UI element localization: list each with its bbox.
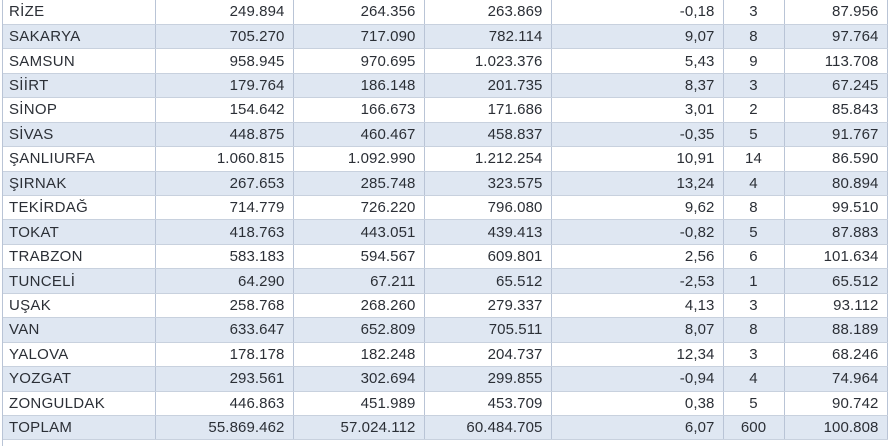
count: 3: [723, 293, 784, 317]
table-row: [3, 244, 887, 268]
count: 5: [723, 220, 784, 244]
average: 68.246: [784, 342, 887, 366]
table-row: [3, 0, 887, 24]
count: 5: [723, 122, 784, 146]
value-2: 67.211: [293, 269, 424, 293]
count: 4: [723, 171, 784, 195]
value-1: 446.863: [155, 391, 293, 415]
province-name: ŞANLIURFA: [3, 147, 155, 171]
average: 88.189: [784, 318, 887, 342]
value-2: 285.748: [293, 171, 424, 195]
change-percent: -0,82: [551, 220, 723, 244]
table-row: [3, 391, 887, 415]
table-row: [3, 342, 887, 366]
change-percent: 13,24: [551, 171, 723, 195]
average: 90.742: [784, 391, 887, 415]
value-1: 705.270: [155, 24, 293, 48]
count: 4: [723, 367, 784, 391]
total-row: [3, 415, 887, 439]
province-name: SAMSUN: [3, 49, 155, 73]
value-1: 178.178: [155, 342, 293, 366]
average: 91.767: [784, 122, 887, 146]
count: 8: [723, 318, 784, 342]
average: 85.843: [784, 98, 887, 122]
province-name: TEKİRDAĞ: [3, 196, 155, 220]
value-3: 323.575: [424, 171, 551, 195]
change-percent: 10,91: [551, 147, 723, 171]
change-percent: -2,53: [551, 269, 723, 293]
table-row: [3, 293, 887, 317]
table-row: [3, 122, 887, 146]
value-3: 705.511: [424, 318, 551, 342]
count: 3: [723, 342, 784, 366]
value-3: 453.709: [424, 391, 551, 415]
province-name: ŞIRNAK: [3, 171, 155, 195]
value-2: 717.090: [293, 24, 424, 48]
change-percent: -0,94: [551, 367, 723, 391]
value-3: 299.855: [424, 367, 551, 391]
province-name: ZONGULDAK: [3, 391, 155, 415]
value-2: 302.694: [293, 367, 424, 391]
table-row: [3, 24, 887, 48]
change-percent: 0,38: [551, 391, 723, 415]
average: 93.112: [784, 293, 887, 317]
value-3: 1.212.254: [424, 147, 551, 171]
province-statistics-table: [2, 0, 887, 446]
table-row: [3, 367, 887, 391]
value-3: 263.869: [424, 0, 551, 24]
value-1: 154.642: [155, 98, 293, 122]
value-2: 652.809: [293, 318, 424, 342]
province-name: TRABZON: [3, 244, 155, 268]
change-percent: -0,18: [551, 0, 723, 24]
count: 1: [723, 269, 784, 293]
value-2: 1.092.990: [293, 147, 424, 171]
average: 99.510: [784, 196, 887, 220]
province-name: UŞAK: [3, 293, 155, 317]
count: 8: [723, 24, 784, 48]
table-row: [3, 49, 887, 73]
average: 86.590: [784, 147, 887, 171]
total-v2: 57.024.112: [293, 415, 424, 439]
value-2: 451.989: [293, 391, 424, 415]
table-row: [3, 220, 887, 244]
data-table: [3, 0, 888, 440]
province-name: YOZGAT: [3, 367, 155, 391]
value-2: 443.051: [293, 220, 424, 244]
table-row: [3, 171, 887, 195]
average: 113.708: [784, 49, 887, 73]
value-2: 264.356: [293, 0, 424, 24]
average: 80.894: [784, 171, 887, 195]
change-percent: 8,07: [551, 318, 723, 342]
value-3: 458.837: [424, 122, 551, 146]
change-percent: 9,07: [551, 24, 723, 48]
province-name: SİNOP: [3, 98, 155, 122]
count: 3: [723, 0, 784, 24]
count: 5: [723, 391, 784, 415]
value-1: 448.875: [155, 122, 293, 146]
value-1: 64.290: [155, 269, 293, 293]
value-3: 171.686: [424, 98, 551, 122]
value-1: 958.945: [155, 49, 293, 73]
change-percent: 4,13: [551, 293, 723, 317]
value-1: 249.894: [155, 0, 293, 24]
value-2: 970.695: [293, 49, 424, 73]
count: 3: [723, 73, 784, 97]
change-percent: 5,43: [551, 49, 723, 73]
value-2: 268.260: [293, 293, 424, 317]
value-2: 186.148: [293, 73, 424, 97]
value-3: 796.080: [424, 196, 551, 220]
change-percent: 8,37: [551, 73, 723, 97]
count: 14: [723, 147, 784, 171]
change-percent: 2,56: [551, 244, 723, 268]
table-body: [3, 0, 887, 440]
change-percent: 12,34: [551, 342, 723, 366]
value-2: 166.673: [293, 98, 424, 122]
value-3: 65.512: [424, 269, 551, 293]
total-v3: 60.484.705: [424, 415, 551, 439]
average: 74.964: [784, 367, 887, 391]
value-3: 201.735: [424, 73, 551, 97]
value-3: 1.023.376: [424, 49, 551, 73]
average: 87.956: [784, 0, 887, 24]
table-row: [3, 98, 887, 122]
value-3: 279.337: [424, 293, 551, 317]
province-name: TUNCELİ: [3, 269, 155, 293]
value-2: 594.567: [293, 244, 424, 268]
count: 2: [723, 98, 784, 122]
change-percent: 9,62: [551, 196, 723, 220]
change-percent: -0,35: [551, 122, 723, 146]
province-name: SAKARYA: [3, 24, 155, 48]
value-1: 1.060.815: [155, 147, 293, 171]
average: 65.512: [784, 269, 887, 293]
table-row: [3, 73, 887, 97]
count: 9: [723, 49, 784, 73]
total-label: TOPLAM: [3, 415, 155, 439]
province-name: VAN: [3, 318, 155, 342]
change-percent: 3,01: [551, 98, 723, 122]
province-name: SİVAS: [3, 122, 155, 146]
total-average: 100.808: [784, 415, 887, 439]
province-name: RİZE: [3, 0, 155, 24]
count: 8: [723, 196, 784, 220]
value-2: 726.220: [293, 196, 424, 220]
value-1: 633.647: [155, 318, 293, 342]
value-1: 714.779: [155, 196, 293, 220]
table-row: [3, 196, 887, 220]
total-change: 6,07: [551, 415, 723, 439]
value-3: 782.114: [424, 24, 551, 48]
value-1: 293.561: [155, 367, 293, 391]
value-2: 182.248: [293, 342, 424, 366]
value-1: 583.183: [155, 244, 293, 268]
average: 101.634: [784, 244, 887, 268]
province-name: SİİRT: [3, 73, 155, 97]
value-3: 204.737: [424, 342, 551, 366]
table-row: [3, 269, 887, 293]
value-1: 258.768: [155, 293, 293, 317]
total-count: 600: [723, 415, 784, 439]
value-3: 439.413: [424, 220, 551, 244]
average: 67.245: [784, 73, 887, 97]
value-1: 179.764: [155, 73, 293, 97]
value-1: 418.763: [155, 220, 293, 244]
average: 87.883: [784, 220, 887, 244]
value-1: 267.653: [155, 171, 293, 195]
province-name: TOKAT: [3, 220, 155, 244]
value-3: 609.801: [424, 244, 551, 268]
table-row: [3, 318, 887, 342]
province-name: YALOVA: [3, 342, 155, 366]
total-v1: 55.869.462: [155, 415, 293, 439]
value-2: 460.467: [293, 122, 424, 146]
count: 6: [723, 244, 784, 268]
average: 97.764: [784, 24, 887, 48]
table-row: [3, 147, 887, 171]
